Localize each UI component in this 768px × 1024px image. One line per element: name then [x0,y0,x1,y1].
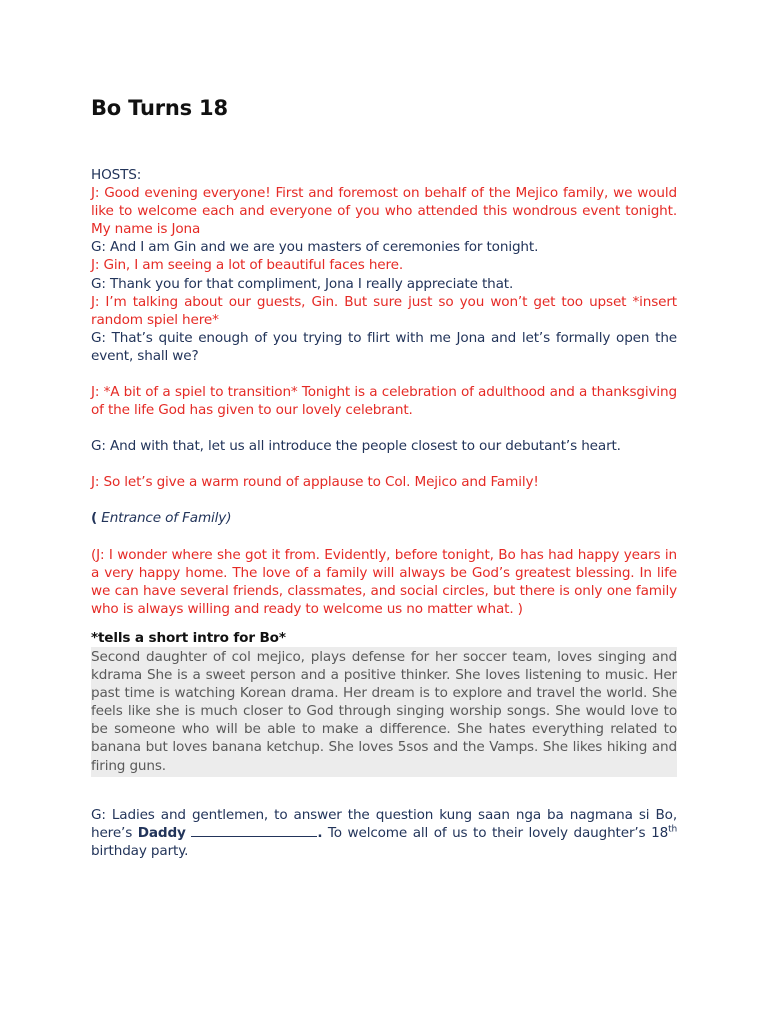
spacer [91,419,677,437]
closing-role: Daddy [137,824,186,841]
line-gin-closing [91,806,677,860]
intro-heading: *tells a short intro for Bo* [91,629,286,646]
stage-direction-text: Entrance of Family) [97,510,232,527]
closing-period: . [317,824,323,841]
closing-rest: To welcome all of us to their lovely daughter’s 18 [322,824,669,841]
closing-lead: G: Ladies and gentlemen, to answer the question kung saan nga ba nagmana si Bo, here’s [91,806,677,841]
intro-text: Second daughter of col mejico, plays defense for her soccer team, loves singing and kdrama She is a sweet person and a positive thinker. She loves listening to music. Her past time is watching Korean drama. Her dream is to explore and travel the world. She feels like she is much closer to God through singing worship songs. She would love to be someone who will be able to make a difference. She hates everything related to banana but loves banana ketchup. She loves 5sos and the Vamps. She likes hiking and firing guns. [91,647,677,777]
line-jona-applause: J: So let’s give a warm round of applause to Col. Mejico and Family! [91,474,539,491]
spacer [91,618,677,629]
line-jona-faces: J: Gin, I am seeing a lot of beautiful faces here. [91,257,404,274]
spacer [91,455,677,473]
stage-direction [91,509,677,527]
line-jona-celebration: J: *A bit of a spiel to transition* Tonight is a celebration of adulthood and a thanksgiving of the life God has given to our lovely celebrant. [91,384,677,419]
script-body [91,166,677,860]
line-gin-intro: G: And I am Gin and we are you masters of ceremonies for tonight. [91,239,539,256]
spacer [91,491,677,509]
line-jona-family: (J: I wonder where she got it from. Evidently, before tonight, Bo has had happy years in a very happy home. The love of a family will always be God’s greatest blessing. In life we can have several friends, classmates, and social circles, but there is only one family who is always willing and ready to welcome us no matter what. ) [91,546,677,617]
line-gin-introduce: G: And with that, let us all introduce the people closest to our debutant’s heart. [91,438,621,455]
closing-superscript: th [668,824,677,835]
spacer [91,795,677,806]
name-blank-line [191,824,317,837]
spacer [91,528,677,546]
line-gin-open-event: G: That’s quite enough of you trying to flirt with me Jona and let’s formally open the event, shall we? [91,329,677,364]
line-jona-welcome: J: Good evening everyone! First and foremost on behalf of the Mejico family, we would like to welcome each and everyone of you who attended this wondrous event tonight. My name is Jona [91,185,677,238]
closing-tail: birthday party. [91,842,189,859]
line-jona-guests: J: I’m talking about our guests, Gin. But sure just so you won’t get too upset *insert random spiel here* [91,293,677,328]
spacer [91,777,677,795]
stage-paren: ( [91,510,98,527]
line-gin-thanks: G: Thank you for that compliment, Jona I really appreciate that. [91,275,514,292]
hosts-label: HOSTS: [91,167,142,183]
document-title: Bo Turns 18 [91,96,228,120]
spacer [91,365,677,383]
